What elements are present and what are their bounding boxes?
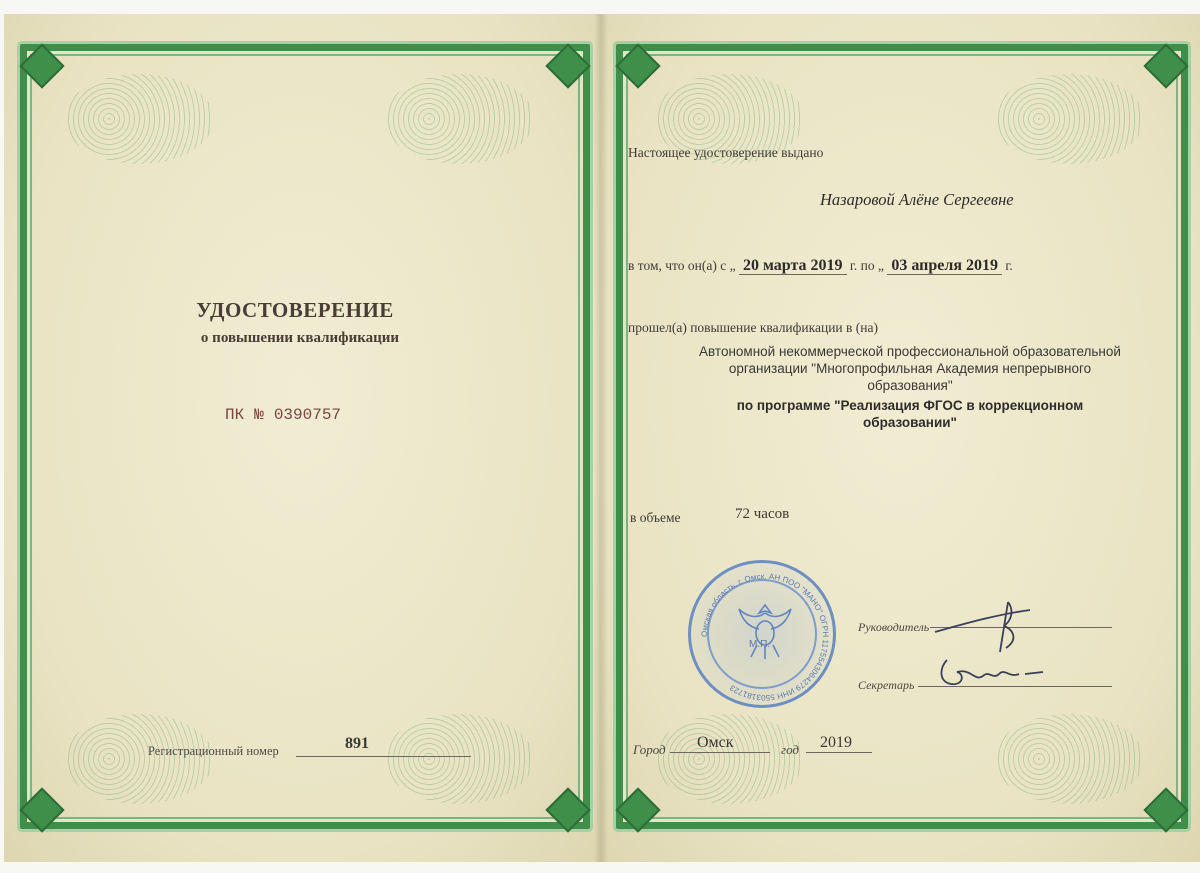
city-line bbox=[670, 752, 770, 753]
eagle-emblem-icon bbox=[739, 605, 791, 659]
issued-text: Настоящее удостоверение выдано bbox=[628, 145, 824, 160]
registration-label: Регистрационный номер bbox=[148, 744, 279, 758]
year-label: год bbox=[781, 742, 799, 757]
guilloche-pattern bbox=[64, 74, 214, 164]
recipient-name: Назаровой Алёне Сергеевне bbox=[820, 190, 1014, 209]
program-name: по программе "Реализация ФГОС в коррекционном образовании" bbox=[736, 398, 1084, 430]
registration-line bbox=[296, 756, 471, 757]
study-period bbox=[628, 257, 1013, 275]
guilloche-pattern bbox=[384, 714, 534, 804]
certificate-subtitle: о повышении квалификации bbox=[200, 330, 400, 346]
registration-number: 891 bbox=[345, 735, 369, 752]
certificate-spread bbox=[4, 14, 1200, 862]
certificate-number bbox=[225, 406, 351, 424]
guilloche-pattern bbox=[64, 714, 214, 804]
guilloche-pattern bbox=[994, 74, 1144, 164]
secretary-label: Секретарь bbox=[858, 678, 915, 692]
number-sign: № bbox=[254, 406, 264, 424]
guilloche-pattern bbox=[384, 74, 534, 164]
seal-graphic bbox=[691, 563, 839, 711]
right-ornamental-border bbox=[616, 44, 1188, 829]
city-label: Город bbox=[633, 742, 666, 757]
year-value: 2019 bbox=[820, 734, 852, 751]
seal-mark: М.П. bbox=[749, 639, 771, 650]
end-date: 03 апреля 2019 bbox=[887, 257, 1002, 275]
secretary-signature bbox=[935, 648, 1055, 698]
head-label: Руководитель bbox=[858, 620, 930, 634]
year-suffix: г. bbox=[1005, 258, 1013, 273]
period-middle: г. по „ bbox=[849, 258, 884, 273]
center-fold bbox=[594, 14, 608, 862]
guilloche-pattern bbox=[654, 714, 804, 804]
official-seal bbox=[688, 560, 836, 708]
start-date: 20 марта 2019 bbox=[739, 257, 847, 275]
volume-label: в объеме bbox=[630, 510, 681, 525]
organization-name: Автономной некоммерческой профессиональной образовательной организации "Многопрофильная Академия непрерывного образования" bbox=[699, 344, 1121, 393]
period-prefix: в том, что он(а) с „ bbox=[628, 258, 736, 273]
volume-value: 72 часов bbox=[735, 506, 790, 522]
certificate-number-value: 0390757 bbox=[273, 406, 342, 424]
guilloche-pattern bbox=[994, 714, 1144, 804]
seal-circular-text: Омская область, г. Омск, АН ПОО "МАНО" ОГРН 1175543064279 ИНН 5503181723 bbox=[699, 571, 831, 703]
left-ornamental-border bbox=[20, 44, 590, 829]
certificate-title: УДОСТОВЕРЕНИЕ bbox=[196, 298, 394, 322]
certificate-series: ПК bbox=[225, 406, 245, 424]
passed-text: прошел(а) повышение квалификации в (на) bbox=[628, 320, 878, 335]
city-value: Омск bbox=[697, 734, 734, 751]
year-line bbox=[806, 752, 872, 753]
